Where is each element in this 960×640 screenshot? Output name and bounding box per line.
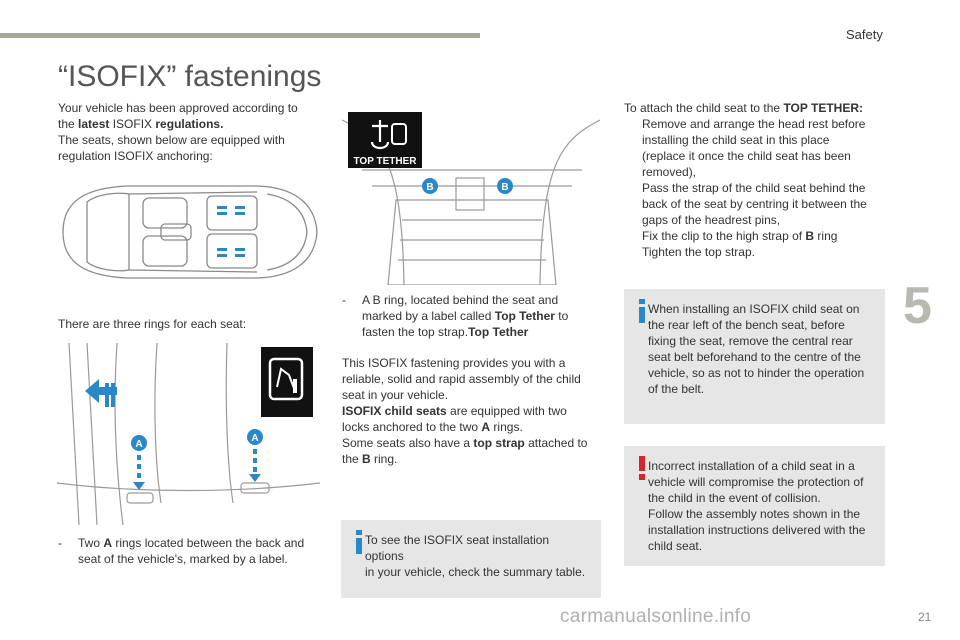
- ring-b-item: - A B ring, located behind the seat and marked by a label called Top Tether to fasten the top strap.Top Tether: [342, 293, 569, 339]
- summary-table-note: To see the ISOFIX seat installation options in your vehicle, check the summary table.: [341, 520, 601, 598]
- isofix-rings-drawing: [57, 343, 320, 525]
- warning-note: Incorrect installation of a child seat in a vehicle will compromise the protection of the child in the event of collision. Follow the assembly notes shown in the installation instructions delivered with the child seat.: [624, 446, 885, 566]
- page-number: 21: [918, 610, 932, 624]
- top-tether-steps: To attach the child seat to the TOP TETHER: Remove and arrange the head rest before installing the child seat in this place (replace it once the child seat has been removed), Pass the strap of the child seat behind the back of the seat by centring it between the gaps of the headrest pins, Fix the clip to the high strap of B ring Tighten the top strap.: [624, 100, 886, 260]
- rings-list: [58, 535, 328, 567]
- svg-text:B: B: [426, 182, 434, 193]
- boot-interior-drawing: [342, 100, 600, 285]
- ring-a-item: - Two A rings located between the back and seat of the vehicle's, marked by a label.: [58, 536, 305, 566]
- section-label: Safety: [846, 27, 883, 42]
- svg-text:TOP TETHER: TOP TETHER: [353, 156, 417, 167]
- svg-text:A: A: [135, 439, 143, 450]
- isofix-rings-illustration: [57, 343, 320, 525]
- info-note: When installing an ISOFIX child seat on the rear left of the bench seat, before fixing the seat, remove the central rear seat belt beforehand to the centre of the vehicle, so as not to hinder the operation of the belt.: [624, 289, 885, 424]
- page-title: “ISOFIX” fastenings: [58, 60, 322, 93]
- ring-b-marker-left: [422, 178, 438, 194]
- car-top-view-drawing: [57, 180, 320, 284]
- chapter-number: 5: [903, 277, 932, 335]
- rings-intro: There are three rings for each seat:: [58, 317, 247, 331]
- isofix-label-icon: [261, 347, 313, 417]
- ring-b-marker-right: [497, 178, 513, 194]
- ring-a-marker-right: [247, 429, 263, 482]
- isofix-description: This ISOFIX fastening provides you with a reliable, solid and rapid assembly of the child seat in your vehicle. ISOFIX child seats are equipped with two locks anchored to the two A rings. Some seats also have a top strap attached to the B ring.: [342, 356, 588, 466]
- step-1: Remove and arrange the head rest before installing the child seat in this place (replace it once the child seat has been removed),: [642, 117, 866, 179]
- header-bar: [0, 33, 480, 38]
- watermark: carmanualsonline.info: [560, 606, 752, 627]
- top-tether-illustration: [342, 100, 600, 285]
- top-tether-label-icon: [348, 112, 422, 168]
- step-4: Tighten the top strap.: [642, 245, 755, 259]
- svg-text:A: A: [251, 433, 259, 444]
- car-top-view-illustration: [57, 180, 320, 284]
- step-2: Pass the strap of the child seat behind the back of the seat by centring it between the gaps of the headrest pins,: [642, 181, 867, 227]
- svg-text:B: B: [501, 182, 509, 193]
- step-3: Fix the clip to the high strap of B ring: [642, 229, 838, 243]
- intro-text: Your vehicle has been approved according to the latest ISOFIX regulations. The seats, shown below are equipped with regulation ISOFIX anchoring:: [58, 101, 298, 163]
- ring-a-marker-left: [131, 435, 147, 490]
